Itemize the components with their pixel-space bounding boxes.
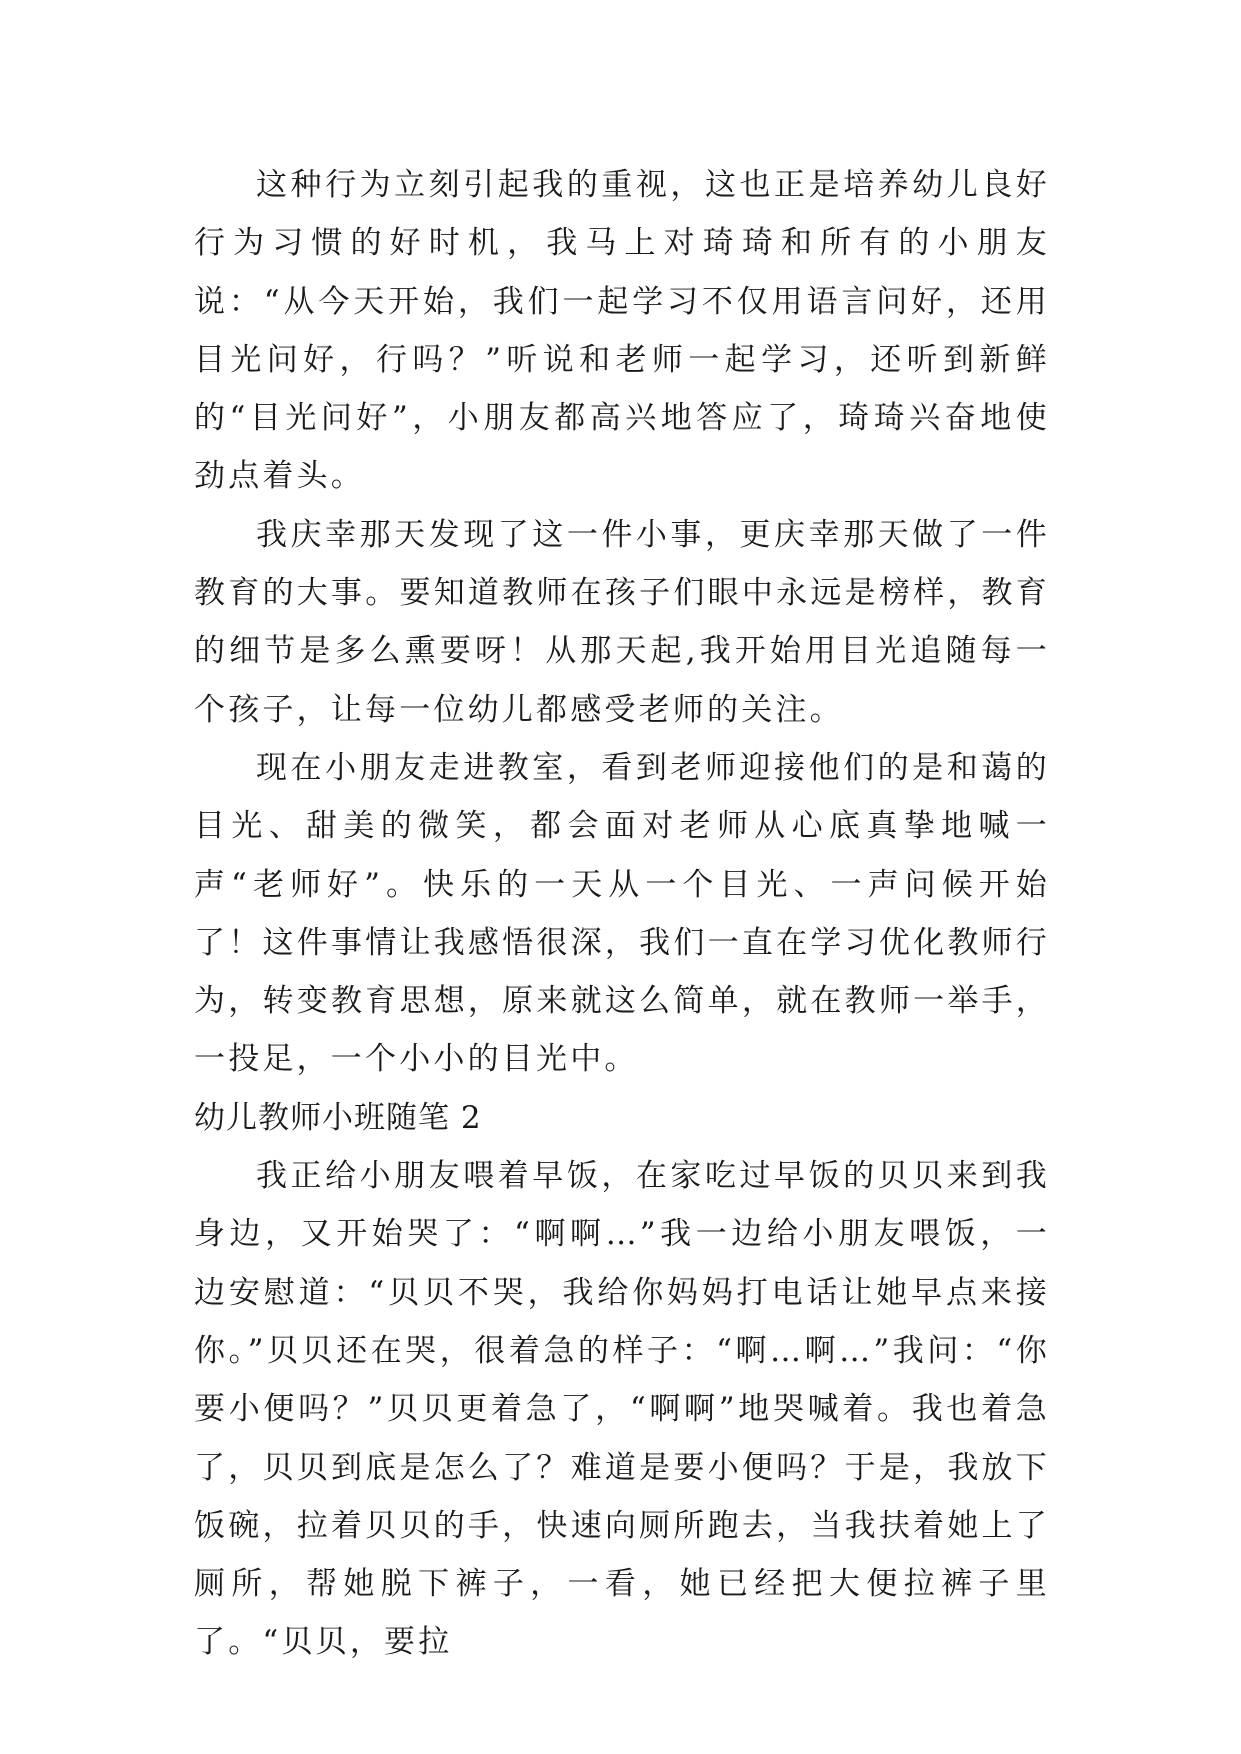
- document-body: [194, 156, 1050, 1672]
- paragraph-1: 这种行为立刻引起我的重视，这也正是培养幼儿良好行为习惯的好时机，我马上对琦琦和所有的小朋友说：“从今天开始，我们一起学习不仅用语言问好，还用目光问好，行吗？”听说和老师一起学习，还听到新鲜的“目光问好”，小朋友都高兴地答应了，琦琦兴奋地使劲点着头。: [194, 167, 1050, 495]
- section-heading: 幼儿教师小班随笔 2: [194, 1099, 482, 1136]
- paragraph-2: 我庆幸那天发现了这一件小事，更庆幸那天做了一件教育的大事。要知道教师在孩子们眼中永远是榜样，教育的细节是多么熏要呀！从那天起,我开始用目光追随每一个孩子，让每一位幼儿都感受老师的关注。: [194, 516, 1050, 728]
- paragraph-3: 现在小朋友走进教室，看到老师迎接他们的是和蔼的目光、甜美的微笑，都会面对老师从心底真挚地喊一声“老师好”。快乐的一天从一个目光、一声问候开始了！这件事情让我感悟很深，我们一直在学习优化教师行为，转变教育思想，原来就这么简单，就在教师一举手，一投足，一个小小的目光中。: [194, 749, 1050, 1078]
- paragraph-4: 我正给小朋友喂着早饭，在家吃过早饭的贝贝来到我身边，又开始哭了：“啊啊…”我一边给小朋友喂饭，一边安慰道：“贝贝不哭，我给你妈妈打电话让她早点来接你。”贝贝还在哭，很着急的样子：“啊…啊…”我问：“你要小便吗？”贝贝更着急了，“啊啊”地哭喊着。我也着急了，贝贝到底是怎么了？难道是要小便吗？于是，我放下饭碗，拉着贝贝的手，快速向厕所跑去，当我扶着她上了厕所，帮她脱下裤子，一看，她已经把大便拉裤子里了。“贝贝，要拉: [194, 1158, 1050, 1661]
